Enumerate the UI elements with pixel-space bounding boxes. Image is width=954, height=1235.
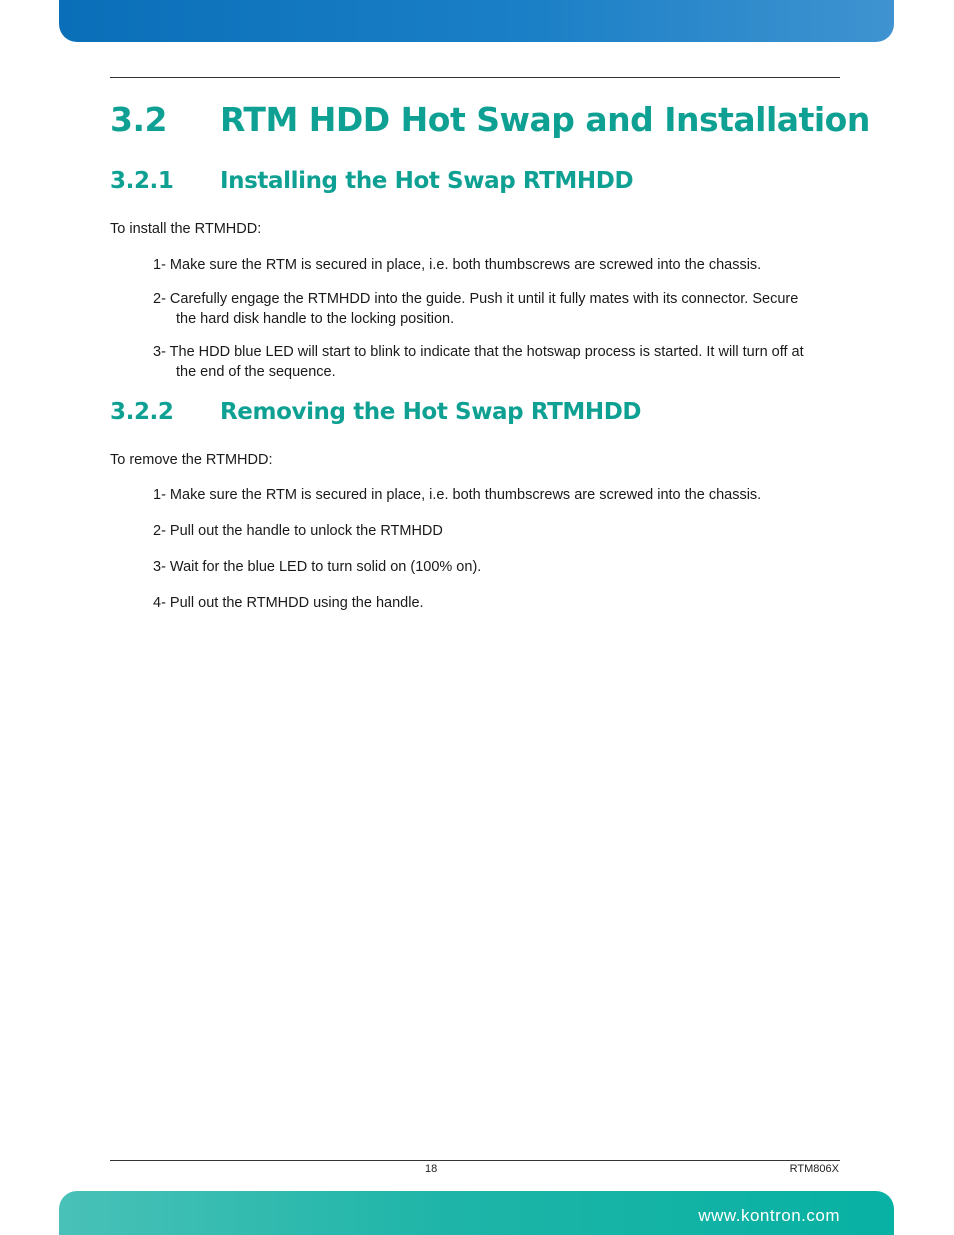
- remove-intro: To remove the RTMHDD:: [110, 452, 273, 468]
- install-heading: [110, 168, 633, 194]
- install-step-1-text: 1- Make sure the RTM is secured in place, i.e. both thumbscrews are screwed into the chassis.: [153, 257, 762, 273]
- section-number: 3.2: [110, 100, 167, 139]
- header-banner: [59, 0, 894, 42]
- install-step-3: [153, 342, 843, 382]
- install-step-1: [153, 255, 843, 275]
- remove-number: 3.2.2: [110, 399, 174, 425]
- section-heading: [110, 100, 870, 139]
- website-link[interactable]: www.kontron.com: [698, 1206, 840, 1225]
- remove-step-4: 4- Pull out the RTMHDD using the handle.: [153, 595, 424, 611]
- install-step-2-line1: 2- Carefully engage the RTMHDD into the guide. Push it until it fully mates with its connector. Secure: [153, 291, 799, 307]
- remove-step-2: 2- Pull out the handle to unlock the RTMHDD: [153, 523, 443, 539]
- page-number: 18: [425, 1163, 438, 1175]
- footer-rule: [110, 1160, 840, 1161]
- remove-title: Removing the Hot Swap RTMHDD: [220, 399, 642, 425]
- install-step-2: [153, 289, 843, 329]
- install-intro: To install the RTMHDD:: [110, 221, 262, 237]
- install-step-3-line2: the end of the sequence.: [176, 364, 336, 380]
- install-title: Installing the Hot Swap RTMHDD: [220, 168, 634, 194]
- document-id: RTM806X: [789, 1163, 839, 1175]
- install-step-2-line2: the hard disk handle to the locking position.: [176, 311, 455, 327]
- header-rule: [110, 77, 840, 78]
- section-title: RTM HDD Hot Swap and Installation: [220, 100, 870, 139]
- remove-heading: [110, 399, 641, 425]
- remove-step-1: 1- Make sure the RTM is secured in place, i.e. both thumbscrews are screwed into the chassis.: [153, 487, 762, 503]
- footer-banner: [59, 1191, 894, 1235]
- remove-step-3: 3- Wait for the blue LED to turn solid on (100% on).: [153, 559, 482, 575]
- install-step-3-line1: 3- The HDD blue LED will start to blink to indicate that the hotswap process is started. It will turn off at: [153, 344, 804, 360]
- install-number: 3.2.1: [110, 168, 174, 194]
